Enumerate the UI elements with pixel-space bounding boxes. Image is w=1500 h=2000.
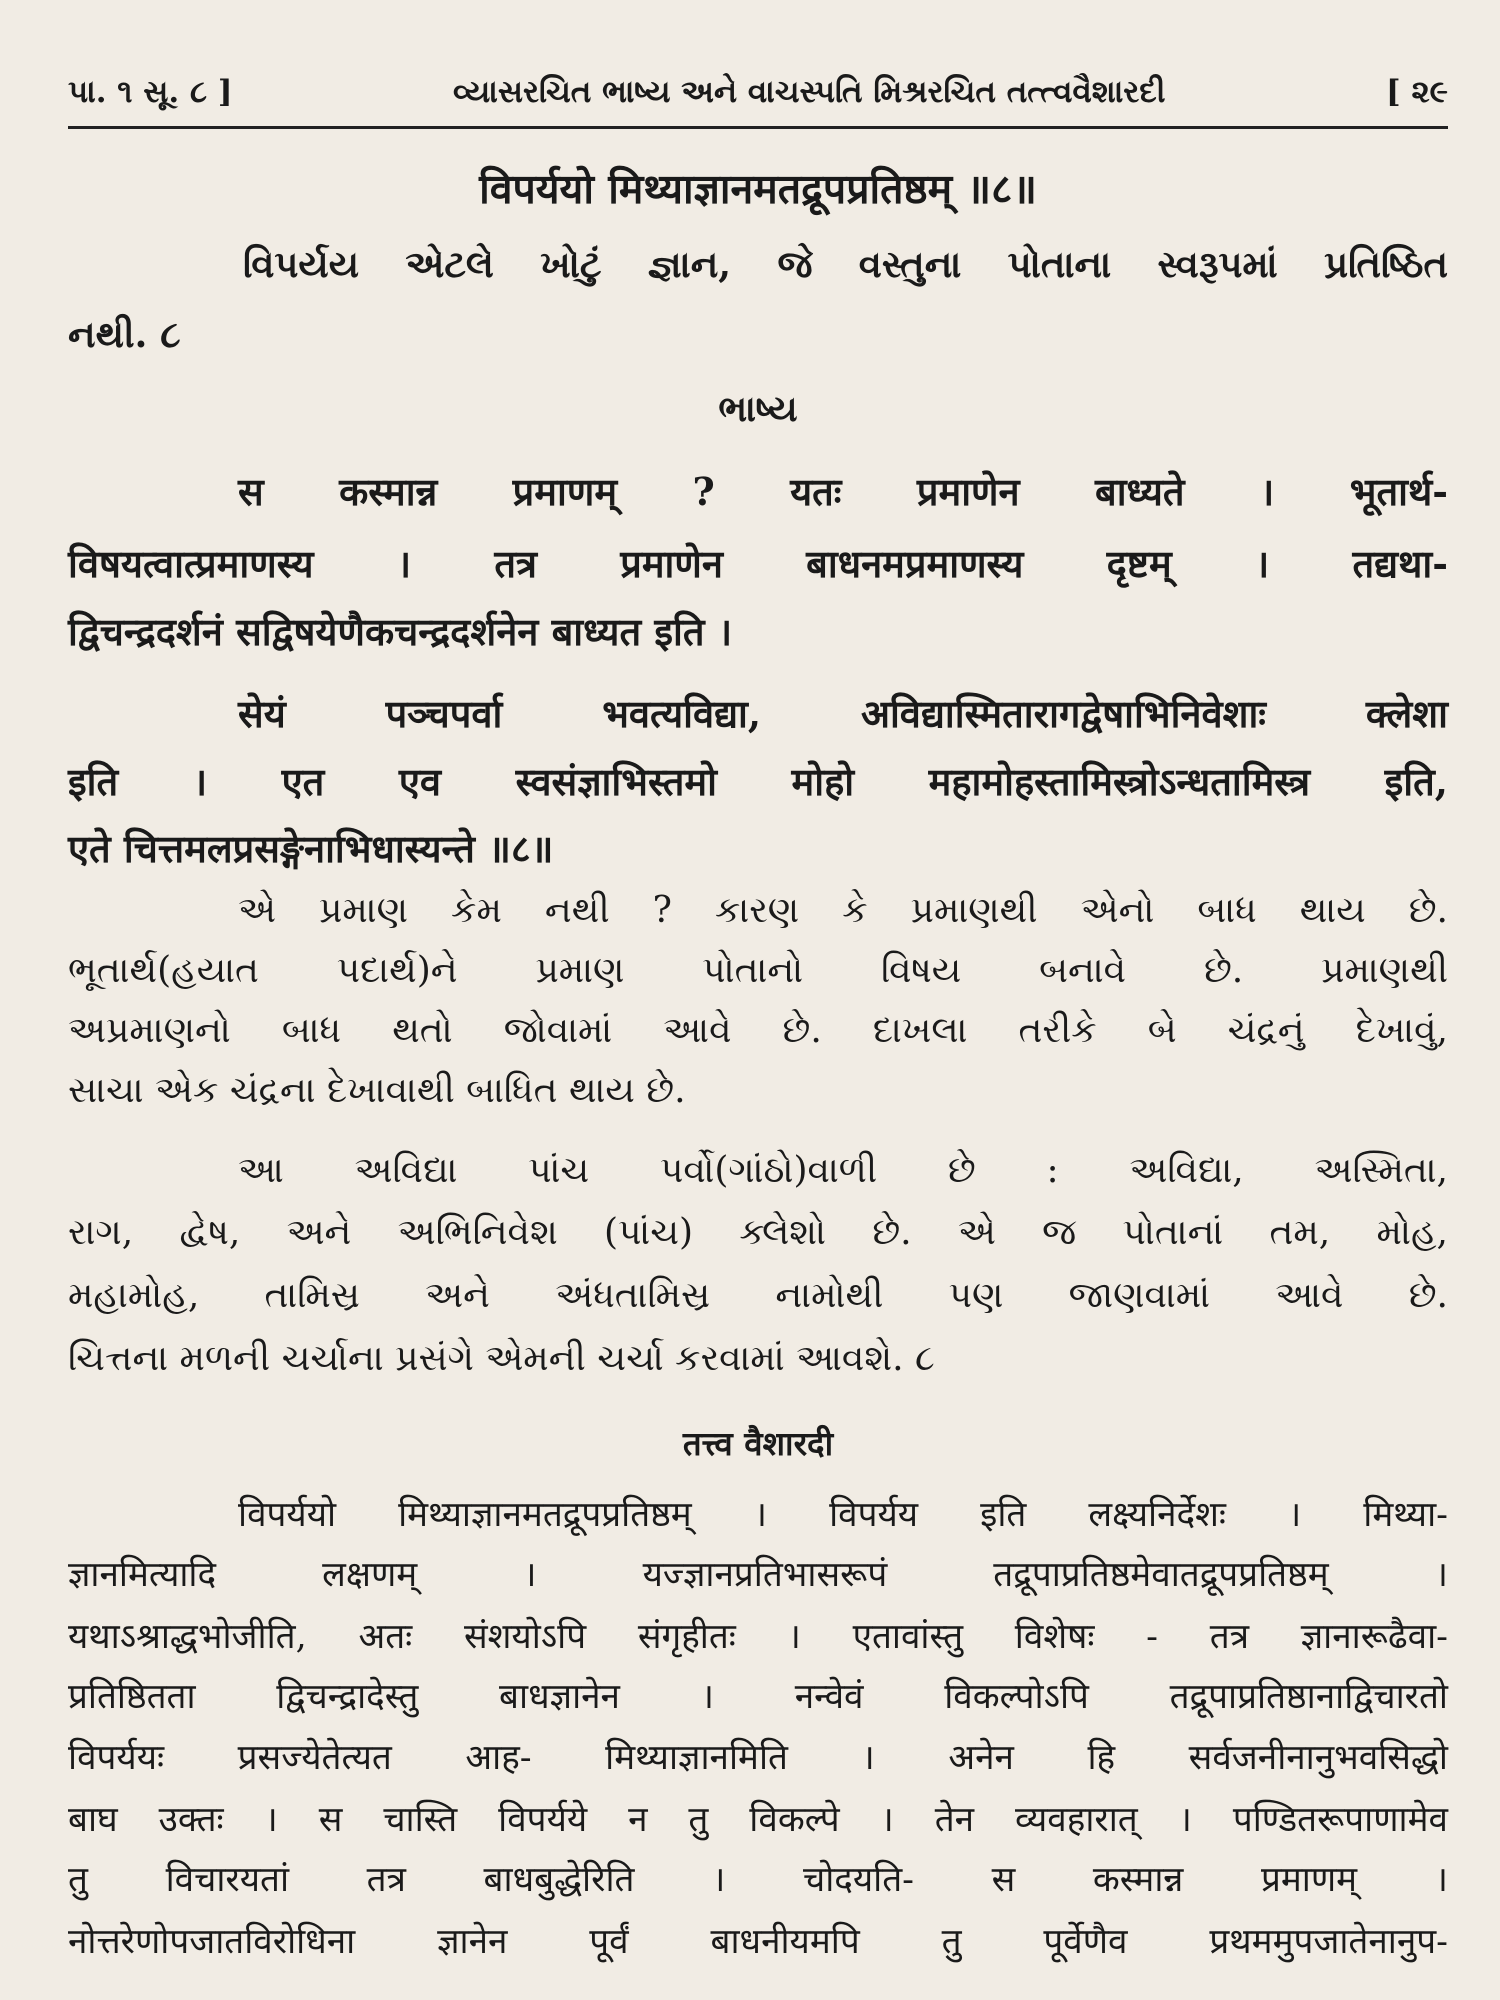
gujarati-line: મહામોહ, તામિસ્ર અને અંધતામિસ્ર નામોથી પણ જાણવામાં આવે છે. [68, 1275, 1448, 1316]
gujarati-line: આ અવિદ્યા પાંચ પર્વો(ગાંઠો)વાળી છે : અવિદ્યા, અસ્મિતા, [238, 1150, 1448, 1191]
book-page [68, 0, 1448, 2000]
commentary-line: तु विचारयतां तत्र बाधबुद्धेरिति । चोदयति- स कस्मान्न प्रमाणम् । [68, 1860, 1448, 1900]
commentary-line: यथाऽश्राद्धभोजीति, अतः संशयोऽपि संगृहीतः । एतावांस्तु विशेषः - तत्र ज्ञानारूढैवा- [68, 1617, 1448, 1657]
commentary-line: ज्ञानमित्यादि लक्षणम् । यज्ज्ञानप्रतिभासरूपं तद्रूपाप्रतिष्ठमेवातद्रूपप्रतिष्ठम् । [68, 1555, 1448, 1595]
commentary-line: विपर्ययः प्रसज्येतेत्यत आह- मिथ्याज्ञानमिति । अनेन हि सर्वजनीनानुभवसिद्धो [68, 1738, 1448, 1778]
commentary-line: नोत्तरेणोपजातविरोधिना ज्ञानेन पूर्वं बाधनीयमपि तु पूर्वेणैव प्रथममुपजातेनानुप- [68, 1922, 1448, 1962]
gujarati-line: રાગ, દ્વેષ, અને અભિનિવેશ (પાંચ) ક્લેશો છે. એ જ પોતાનાં તમ, મોહ, [68, 1212, 1448, 1253]
header-section-ref: પા. ૧ સૂ. ૮ ] [68, 73, 233, 110]
commentary-line: प्रतिष्ठितता द्विचन्द्रादेस्तु बाधज्ञानेन । नन्वेवं विकल्पोऽपि तद्रूपाप्रतिष्ठानाद्विचारतो [68, 1677, 1448, 1717]
bhashya-line: इति । एत एव स्वसंज्ञाभिस्तमो मोहो महामोहस्तामिस्त्रोऽन्धतामिस्त्र इति, [68, 759, 1448, 804]
bhashya-heading: ભાષ્ય [718, 388, 798, 430]
bhashya-line: विषयत्वात्प्रमाणस्य । तत्र प्रमाणेन बाधनमप्रमाणस्य दृष्टम् । तद्यथा- [68, 541, 1448, 586]
sutra-text: विपर्ययो मिथ्याज्ञानमतद्रूपप्रतिष्ठम् ॥८॥ [479, 165, 1037, 213]
header-rule [68, 126, 1448, 129]
gujarati-line: ભૂતાર્થ(હયાત પદાર્થ)ને પ્રમાણ પોતાનો વિષય બનાવે છે. પ્રમાણથી [68, 950, 1448, 991]
running-header [68, 62, 1448, 122]
gujarati-line: ચિત્તના મળની ચર્ચાના પ્રસંગે એમની ચર્ચા કરવામાં આવશે. ૮ [68, 1338, 935, 1379]
bhashya-line: स कस्मान्न प्रमाणम् ? यतः प्रमाणेन बाध्यते । भूतार्थ- [238, 469, 1448, 514]
header-title: વ્યાસરચિત ભાષ્ય અને વાચસ્પતિ મિશ્રરચિત તત્ત્વવૈશારદી [452, 73, 1166, 110]
sutra-translation-line: નથી. ૮ [68, 312, 181, 356]
gujarati-line: સાચા એક ચંદ્રના દેખાવાથી બાધિત થાય છે. [68, 1070, 686, 1111]
commentary-line: बाघ उक्तः । स चास्ति विपर्यये न तु विकल्पे । तेन व्यवहारात् । पण्डितरूपाणामेव [68, 1800, 1448, 1840]
page-number: [ ૨૯ [1385, 73, 1448, 110]
sutra-translation-line: વિપર્યય એટલે ખોટું જ્ઞાન, જે વસ્તુના પોતાના સ્વરૂપમાં પ્રતિષ્ઠિત [243, 242, 1448, 286]
bhashya-line: सेयं पञ्चपर्वा भवत्यविद्या, अविद्यास्मितारागद्वेषाभिनिवेशाः क्लेशा [238, 691, 1448, 736]
bhashya-line: एते चित्तमलप्रसङ्गेनाभिधास्यन्ते ॥८॥ [68, 826, 554, 871]
commentary-line: विपर्ययो मिथ्याज्ञानमतद्रूपप्रतिष्ठम् । विपर्यय इति लक्ष्यनिर्देशः । मिथ्या- [238, 1495, 1448, 1535]
gujarati-line: અપ્રમાણનો બાધ થતો જોવામાં આવે છે. દાખલા તરીકે બે ચંદ્રનું દેખાવું, [68, 1010, 1448, 1051]
tattva-vaisharadi-heading: तत्त्व वैशारदी [682, 1424, 834, 1463]
bhashya-line: द्विचन्द्रदर्शनं सद्विषयेणैकचन्द्रदर्शनेन बाध्यत इति । [68, 609, 733, 654]
gujarati-line: એ પ્રમાણ કેમ નથી ? કારણ કે પ્રમાણથી એનો બાધ થાય છે. [238, 890, 1448, 931]
